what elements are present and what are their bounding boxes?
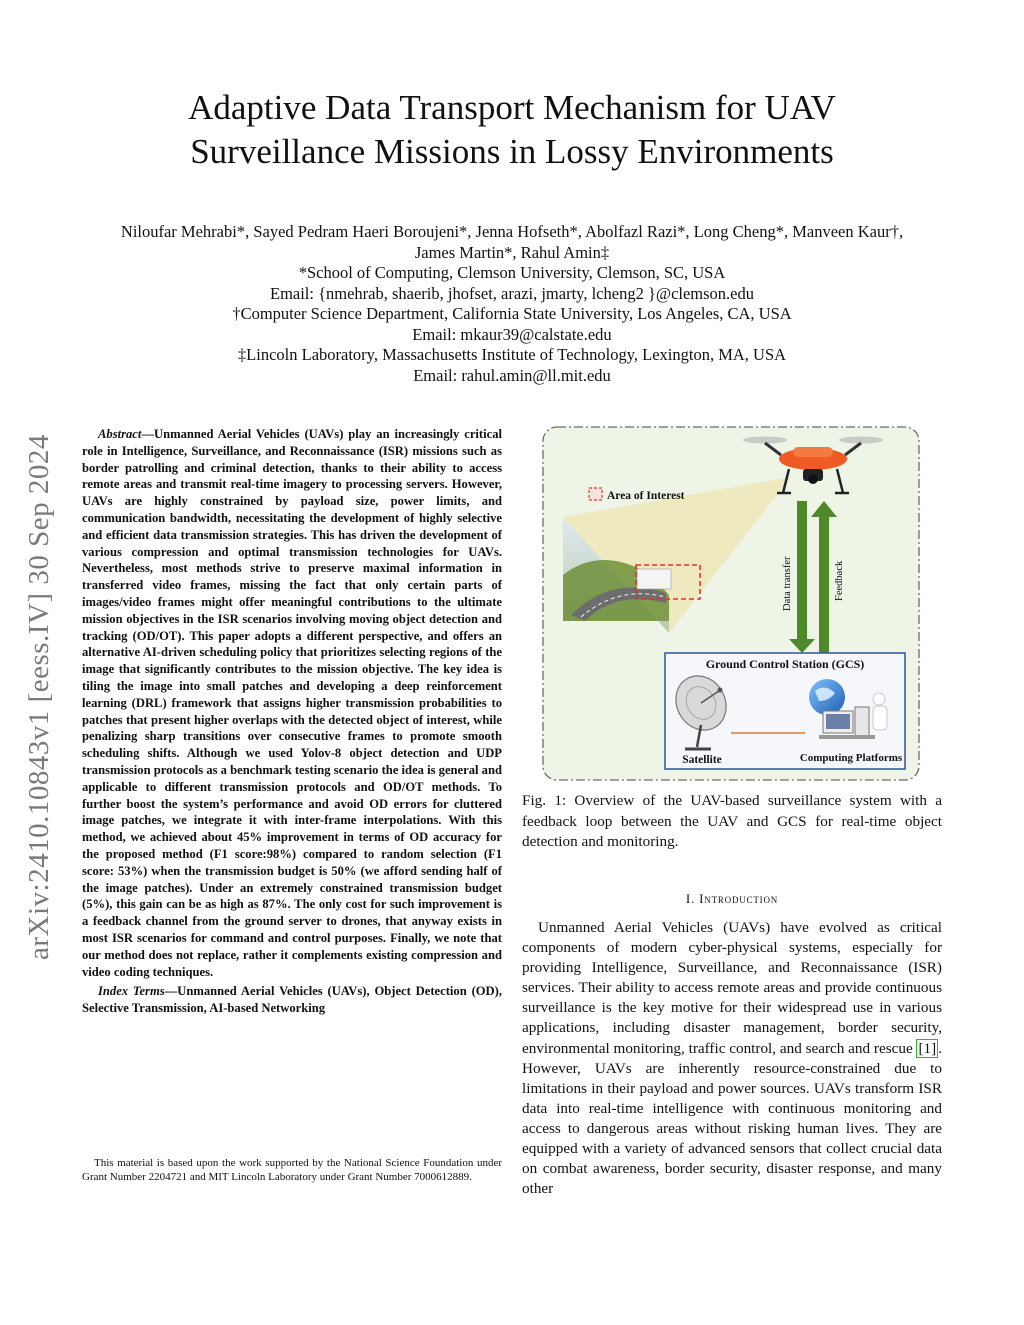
author-block xyxy=(60,222,964,386)
email-clemson: Email: {nmehrab, shaerib, jhofset, arazi, jmarty, lcheng2 }@clemson.edu xyxy=(269,283,755,303)
paper-title xyxy=(60,86,964,174)
left-column xyxy=(82,426,502,1017)
abstract-text: —Unmanned Aerial Vehicles (UAVs) play an increasingly critical role in Intelligence, Surveillance, and Reconnaissance (ISR) missions such as border patrolling and criminal detection, thanks to their ability to access remote areas and transmit real-time imagery to processing servers. However, UAVs are highly constrained by payload size, power limits, and communication bandwidth, necessitating the development of highly selective and efficient data transmission strategies. This has driven the development of various compression and optimal transmission technologies for UAVs. Nevertheless, most methods strive to preserve maximal information in transferred video frames, missing the fact that only certain parts of images/video frames might offer meaningful contributions to the ultimate mission objectives in the ISR scenarios involving moving object detection and tracking (OD/OT). This paper adopts a different perspective, and offers an alternative AI-driven scheduling policy that prioritizes selecting regions of the image that significantly contributes to the mission objective. The key idea is tiling the image into small patches and developing a deep reinforcement learning (DRL) framework that assigns higher transmission probabilities to patches that present higher overlaps with the detected object of interest, while penalizing sharp transitions over consecutive frames to promote smooth scheduling shifts. Although we used Yolov-8 object detection and UDP transmission protocols as a benchmark testing scenario the idea is general and applicable to different transmission protocols and OD/OT methods. To further boost the system’s performance and avoid OD errors for cluttered image patches, we integrate it with inter-frame interpolations. With this method, we achieved about 45% improvement in terms of OD accuracy for the proposed method (F1 score:98%) compared to random selection (F1 score: 53%) when the transmission budget is 50% (we afford sending half of the image patches). Under an extremely constrained transmission budget (5%), this gain can be as high as 87%. The only cost for such improvement is a feedback channel from the ground server to drones, that anyway exists in most ISR scenarios for command and control purposes. Finally, we note that our method does not replace, rather it complements existing compression and video coding techniques. xyxy=(82,427,502,979)
index-terms xyxy=(82,983,502,1017)
index-terms-text: —Unmanned Aerial Vehicles (UAVs), Object Detection (OD), Selective Transmission, AI-based Networking xyxy=(82,984,502,1016)
computing-platforms-label: Computing Platforms xyxy=(799,752,903,764)
figure-1 xyxy=(541,425,921,782)
area-of-interest-label: Area of Interest xyxy=(607,490,685,502)
email-calstate: Email: mkaur39@calstate.edu xyxy=(412,324,612,344)
vehicle-shape xyxy=(637,569,671,589)
intro-text-start: Unmanned Aerial Vehicles (UAVs) have evolved as critical components of modern cyber-physical systems, especially for providing Intelligence, Surveillance, and Reconnaissance (ISR) services. Their ability to access remote areas and provide continuous surveillance is the key motive for their widespread use in various applications, including disaster management, border security, environmental monitoring, traffic control, and search and rescue xyxy=(522,919,942,1057)
gcs-title: Ground Control Station (GCS) xyxy=(705,657,865,671)
title-line-1: Adaptive Data Transport Mechanism for UAV xyxy=(188,88,836,127)
intro-text-end: . However, UAVs are inherently resource-constrained due to limitations in their payload and power sources. UAVs transform ISR data into real-time intelligence with continuous monitoring and access to dangerous areas without risking human lives. They are equipped with a variety of advanced sensors that collect crucial data on combat awareness, border security, disaster response, and many other xyxy=(522,1039,942,1198)
affiliation-mit: ‡Lincoln Laboratory, Massachusetts Institute of Technology, Lexington, MA, USA xyxy=(237,345,787,364)
author-list-line-1: Niloufar Mehrabi*, Sayed Pedram Haeri Boroujeni*, Jenna Hofseth*, Abolfazl Razi*, Long Cheng*, Manveen Kaur†, xyxy=(120,222,904,241)
author-list-line-2: James Martin*, Rahul Amin‡ xyxy=(414,242,610,262)
abstract-lead: Abstract xyxy=(98,427,142,441)
feedback-label: Feedback xyxy=(834,560,845,601)
arxiv-identifier: arXiv:2410.10843v1 [eess.IV] 30 Sep 2024 xyxy=(23,434,55,960)
section-heading-introduction xyxy=(522,891,942,907)
affiliation-calstate: †Computer Science Department, California State University, Los Angeles, CA, USA xyxy=(232,304,792,323)
figure-caption: Fig. 1: Overview of the UAV-based surveillance system with a feedback loop between the UAV and GCS for real-time object detection and monitoring. xyxy=(522,792,942,850)
index-terms-lead: Index Terms xyxy=(98,984,165,999)
figure-1-diagram xyxy=(541,425,921,782)
section-number: I. xyxy=(685,891,696,906)
area-of-interest-legend-swatch xyxy=(589,488,602,500)
email-mit: Email: rahul.amin@ll.mit.edu xyxy=(413,365,611,385)
abstract xyxy=(82,426,502,980)
affiliation-clemson: *School of Computing, Clemson University, Clemson, SC, USA xyxy=(298,263,726,282)
data-transfer-label: Data transfer xyxy=(782,556,793,611)
citation-link[interactable]: [1] xyxy=(918,1039,937,1057)
introduction-paragraph xyxy=(522,918,942,1199)
title-line-2: Surveillance Missions in Lossy Environments xyxy=(190,132,834,171)
satellite-label: Satellite xyxy=(682,754,722,766)
footnote: This material is based upon the work supported by the National Science Foundation under Grant Number 2204721 and MIT Lincoln Laboratory under Grant Number 7000612889. xyxy=(82,1157,502,1184)
section-title: Introduction xyxy=(699,891,779,906)
